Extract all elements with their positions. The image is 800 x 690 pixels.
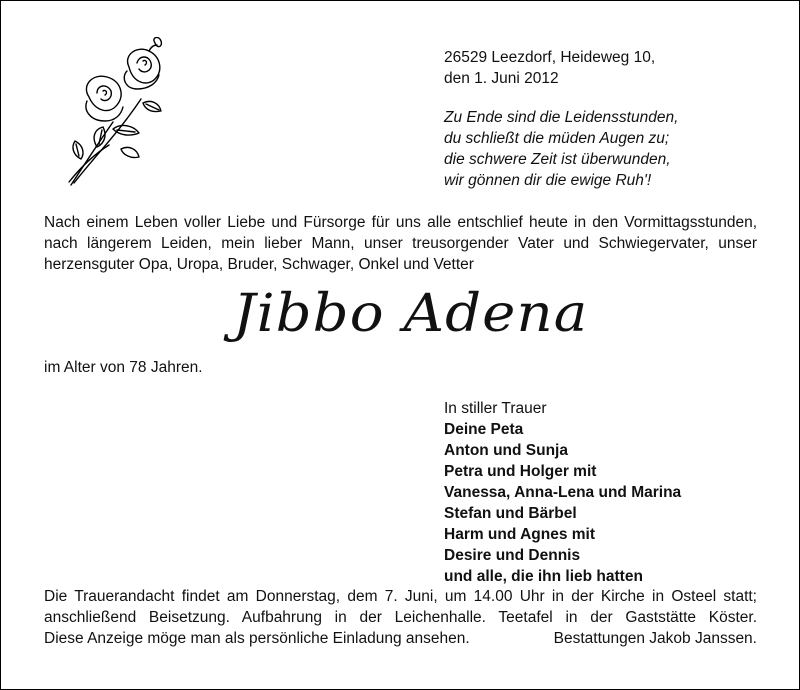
date-line: den 1. Juni 2012 [444,70,559,87]
mourner-name: Petra und Holger mit [444,463,597,480]
mourners-list [444,398,681,587]
intro-line: herzensguter Opa, Uropa, Bruder, Schwager, Onkel und Vetter [44,256,474,273]
invitation-note: Diese Anzeige möge man als persönliche Einladung ansehen. [44,630,470,647]
intro-line: Nach einem Leben voller Liebe und Fürsorge für uns alle entschlief heute in den Vormittagsstunden, [44,214,757,231]
footer-line [44,628,757,649]
mourner-name: Stefan und Bärbel [444,505,577,522]
intro-paragraph [44,212,757,275]
footer-line: anschließend Beisetzung. Aufbahrung in der Leichenhalle. Teetafel in der Gaststätte Köster. [44,609,757,626]
poem-line: Zu Ende sind die Leidensstunden, [444,109,679,126]
rose-icon [51,37,171,187]
mourners-heading: In stiller Trauer [444,400,547,417]
undertaker-name: Bestattungen Jakob Janssen. [553,630,757,647]
poem-line: wir gönnen dir die ewige Ruh'! [444,172,652,189]
mourner-name: und alle, die ihn lieb hatten [444,568,643,585]
poem-line: du schließt die müden Augen zu; [444,130,670,147]
footer-line: Die Trauerandacht findet am Donnerstag, dem 7. Juni, um 14.00 Uhr in der Kirche in Osteel statt; [44,588,757,605]
mourner-name: Deine Peta [444,421,524,438]
address-line: 26529 Leezdorf, Heideweg 10, [444,49,656,66]
footer-paragraph [44,586,757,649]
mourner-name: Anton und Sunja [444,442,568,459]
poem-line: die schwere Zeit ist überwunden, [444,151,671,168]
deceased-name: Jibbo Adena [233,284,589,344]
mourner-name: Vanessa, Anna-Lena und Marina [444,484,682,501]
mourner-name: Desire und Dennis [444,547,581,564]
poem [444,107,678,191]
age-line: im Alter von 78 Jahren. [44,359,203,376]
header-address [444,47,655,89]
intro-line: nach längerem Leiden, mein lieber Mann, unser treusorgender Vater und Schwiegervater, unser [44,235,757,252]
mourner-name: Harm und Agnes mit [444,526,595,543]
